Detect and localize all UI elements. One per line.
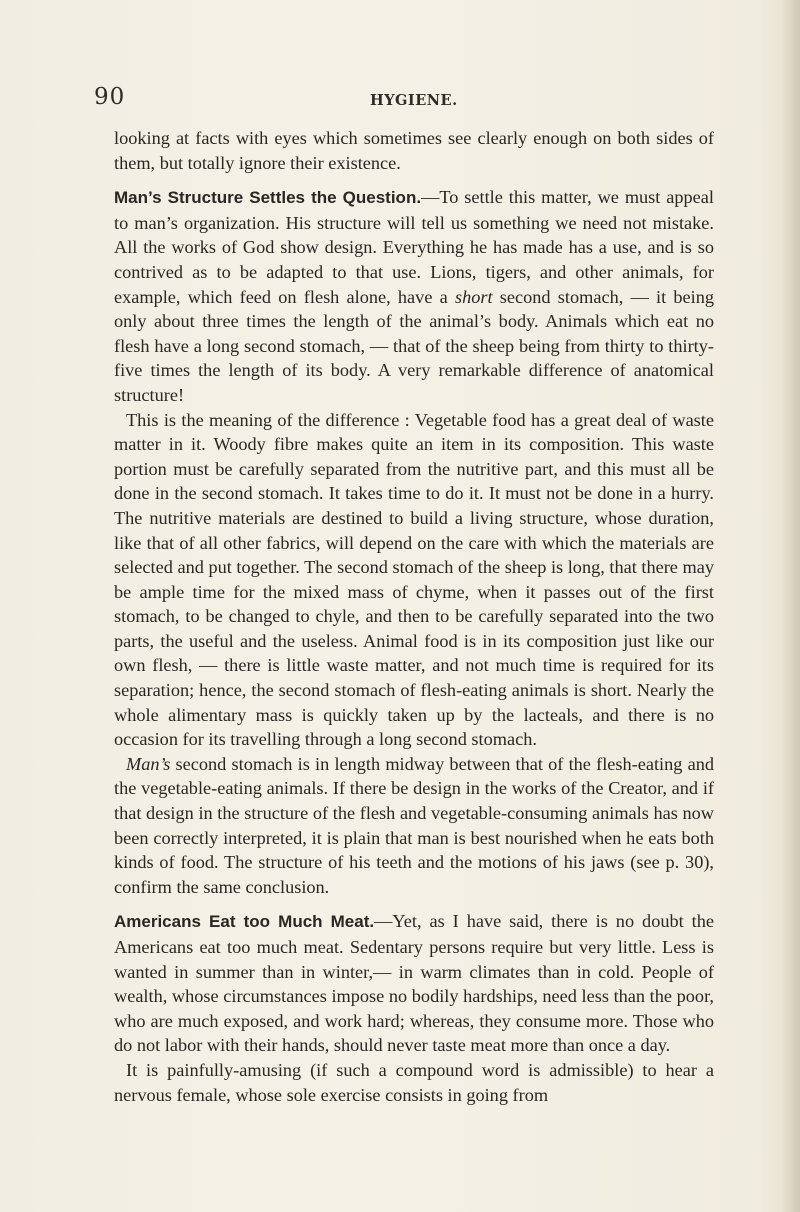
paragraph-4-text: second stomach is in length midway between that of the flesh-eating and the vegetable-eating animals. If there be design in the works of the Creator, and if that design in the structure of the flesh and vegetable-consuming animals has now been correctly interpreted, it is plain that man is best nourished when he eats both kinds of food. The structure of his teeth and the motions of his jaws (see p. 30), confirm the same conclusion. bbox=[114, 753, 714, 897]
running-head: HYGIENE. bbox=[370, 92, 458, 109]
paragraph-5 bbox=[114, 909, 714, 1058]
body-text bbox=[114, 126, 714, 1107]
paragraph-2-text-b: second stomach, — it being only about three times the length of the animal’s body. Animals which eat no flesh have a long second stomach, — that of the sheep being from thirty to thirty-five times the length of its body. A very remarkable difference of anatomical structure! bbox=[114, 286, 714, 405]
paragraph-6 bbox=[114, 1058, 714, 1107]
paragraph-1-text: looking at facts with eyes which sometimes see clearly enough on both sides of them, but totally ignore their existence. bbox=[114, 128, 714, 173]
page-edge-shadow bbox=[782, 0, 800, 1212]
paragraph-1 bbox=[114, 126, 714, 175]
paragraph-3 bbox=[114, 408, 714, 752]
page-header bbox=[0, 84, 800, 114]
paragraph-2-emphasis: short bbox=[454, 286, 493, 307]
page-number: 90 bbox=[94, 84, 126, 110]
paragraph-6-text: It is painfully-amusing (if such a compound word is admissible) to hear a nervous female, whose sole exercise consists in going from bbox=[114, 1059, 714, 1105]
paragraph-2 bbox=[114, 185, 714, 407]
paragraph-4 bbox=[114, 752, 714, 900]
paragraph-4-emphasis: Man’s bbox=[126, 753, 171, 774]
section-heading-meat: Americans Eat too Much Meat. bbox=[114, 912, 375, 932]
paragraph-3-text: This is the meaning of the difference : Vegetable food has a great deal of waste matter in it. Woody fibre makes quite an item in its composition. This waste portion must be carefully separated from the nutritive part, and this must all be done in the second stomach. It takes time to do it. It must not be done in a hurry. The nutritive materials are destined to build a living structure, whose duration, like that of all other fabrics, will depend on the care with which the materials are selected and put together. The second stomach of the sheep is long, that there may be ample time for the mixed mass of chyme, when it passes out of the first stomach, to be changed to chyle, and then to be carefully separated into the two parts, the useful and the useless. Animal food is in its composition just like our own flesh, — there is little waste matter, and not much time is required for its separation; hence, the second stomach of flesh-eating animals is short. Nearly the whole alimentary mass is quickly taken up by the lacteals, and there is no occasion for its travelling through a long second stomach. bbox=[114, 409, 714, 750]
paragraph-5-text: —Yet, as I have said, there is no doubt the Americans eat too much meat. Sedentary persons require but very little. Less is wanted in summer than in winter,— in warm climates than in cold. People of wealth, whose circumstances impose no bodily hardships, need less than the poor, who are much exposed, and work hard; whereas, they consume more. Those who do not labor with their hands, should never taste meat more than once a day. bbox=[114, 911, 714, 1056]
paragraph-2-text-a: —To settle this matter, we must appeal to man’s organization. His structure will tell us something we need not mistake. All the works of God show design. Everything he has made has a use, and is so contrived as to be adapted to that use. Lions, tigers, and other animals, for example, which feed on flesh alone, have a bbox=[114, 187, 714, 307]
section-heading-structure: Man’s Structure Settles the Question. bbox=[114, 188, 422, 208]
